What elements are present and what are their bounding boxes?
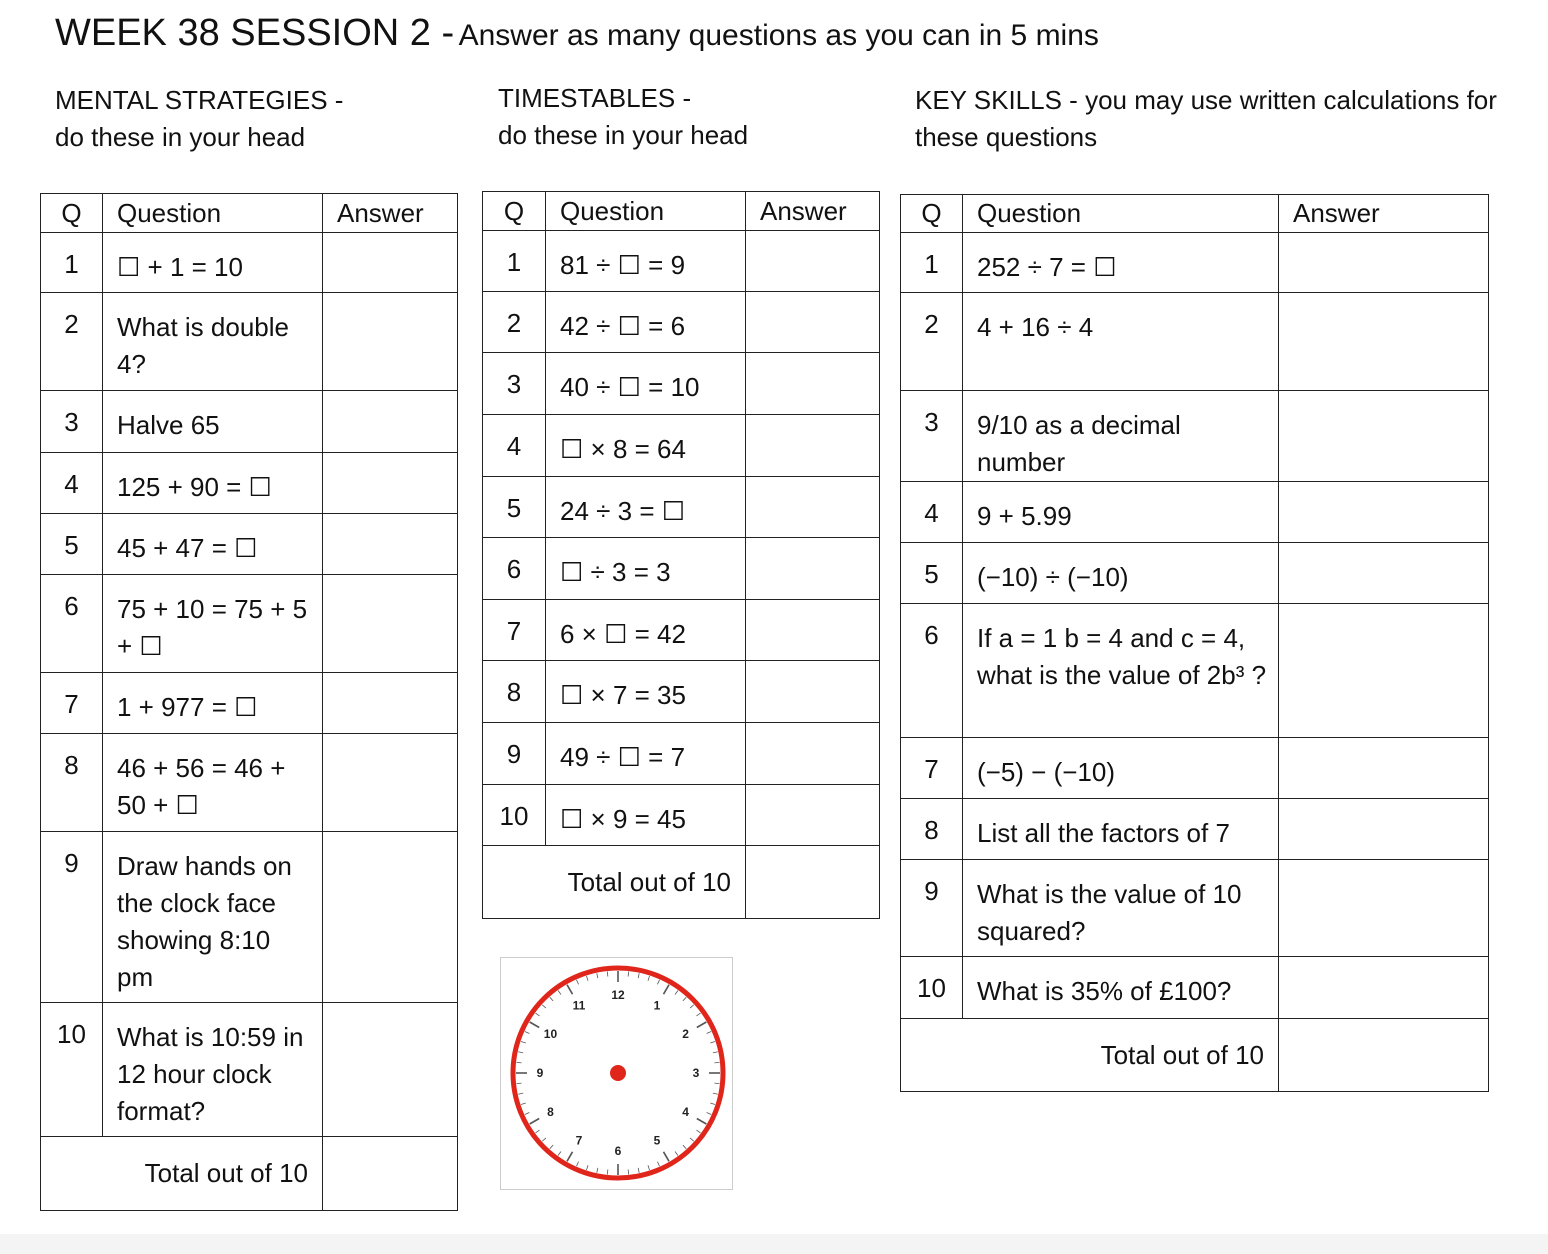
minute-tick bbox=[535, 1130, 539, 1133]
minute-tick bbox=[558, 1151, 561, 1155]
question-text: Draw hands on the clock face showing 8:10 pm bbox=[103, 832, 323, 1003]
question-number: 1 bbox=[41, 233, 103, 293]
minute-tick bbox=[713, 1093, 718, 1094]
minute-tick bbox=[696, 1130, 700, 1133]
question-number: 10 bbox=[901, 957, 963, 1019]
question-number: 2 bbox=[901, 293, 963, 391]
table-row bbox=[483, 477, 880, 538]
minute-tick bbox=[648, 1165, 650, 1170]
question-number: 8 bbox=[483, 661, 546, 723]
question-text: 42 ÷ ☐ = 6 bbox=[546, 292, 746, 353]
question-number: 3 bbox=[41, 391, 103, 453]
total-label: Total out of 10 bbox=[483, 846, 746, 919]
answer-cell[interactable] bbox=[1279, 293, 1489, 391]
minute-tick bbox=[518, 1052, 523, 1053]
table-row bbox=[41, 673, 458, 734]
key-subheading-line1: you may use written calculations for bbox=[1085, 85, 1497, 115]
minute-tick bbox=[535, 1013, 539, 1016]
table-row bbox=[483, 353, 880, 415]
clock-number: 1 bbox=[653, 998, 661, 1013]
question-number: 7 bbox=[483, 600, 546, 661]
minute-tick bbox=[577, 1162, 579, 1167]
title-instruction: Answer as many questions as you can in 5 mins bbox=[458, 19, 1099, 52]
question-number: 6 bbox=[483, 538, 546, 600]
table-row bbox=[41, 514, 458, 575]
question-text: 252 ÷ 7 = ☐ bbox=[963, 233, 1279, 293]
answer-cell[interactable] bbox=[746, 661, 880, 723]
minute-tick bbox=[518, 1093, 523, 1094]
answer-cell[interactable] bbox=[1279, 233, 1489, 293]
timestables-table bbox=[482, 191, 880, 919]
minute-tick bbox=[521, 1103, 526, 1105]
answer-cell[interactable] bbox=[1279, 543, 1489, 604]
minute-tick bbox=[607, 1169, 608, 1174]
answer-cell[interactable] bbox=[746, 600, 880, 661]
table-row bbox=[41, 233, 458, 293]
table-row bbox=[901, 233, 1489, 293]
mental-subheading: do these in your head bbox=[55, 122, 306, 152]
question-column-header: Question bbox=[103, 194, 323, 233]
answer-cell[interactable] bbox=[1279, 482, 1489, 543]
minute-tick bbox=[657, 980, 659, 985]
answer-cell[interactable] bbox=[746, 292, 880, 353]
question-number: 10 bbox=[483, 785, 546, 846]
answer-cell[interactable] bbox=[323, 233, 458, 293]
answer-cell[interactable] bbox=[323, 391, 458, 453]
mental-section-heading bbox=[55, 82, 343, 156]
hour-tick bbox=[567, 985, 573, 995]
total-label: Total out of 10 bbox=[41, 1137, 323, 1211]
question-text: 6 × ☐ = 42 bbox=[546, 600, 746, 661]
minute-tick bbox=[525, 1032, 530, 1034]
table-row bbox=[41, 1003, 458, 1137]
hour-tick bbox=[697, 1022, 707, 1028]
answer-column-header: Answer bbox=[323, 194, 458, 233]
minute-tick bbox=[710, 1103, 715, 1105]
title-session: WEEK 38 SESSION 2 - bbox=[55, 12, 455, 54]
key-section-heading bbox=[915, 82, 1497, 156]
minute-tick bbox=[638, 973, 639, 978]
minute-tick bbox=[521, 1041, 526, 1043]
question-number: 2 bbox=[41, 293, 103, 391]
hour-tick bbox=[567, 1152, 573, 1162]
answer-cell[interactable] bbox=[1279, 957, 1489, 1019]
minute-tick bbox=[675, 1151, 678, 1155]
answer-column-header: Answer bbox=[1279, 195, 1489, 233]
question-text: 49 ÷ ☐ = 7 bbox=[546, 723, 746, 785]
table-row bbox=[483, 600, 880, 661]
q-column-header: Q bbox=[483, 192, 546, 231]
table-row bbox=[41, 391, 458, 453]
minute-tick bbox=[648, 976, 650, 981]
minute-tick bbox=[675, 990, 678, 994]
question-text: What is double 4? bbox=[103, 293, 323, 391]
timestables-section-heading bbox=[498, 80, 748, 154]
table-row bbox=[41, 453, 458, 514]
hour-tick bbox=[664, 985, 670, 995]
mental-heading: MENTAL STRATEGIES - bbox=[55, 85, 344, 115]
clock-number: 6 bbox=[614, 1144, 622, 1158]
table-header-row bbox=[41, 194, 458, 233]
total-answer-cell[interactable] bbox=[746, 846, 880, 919]
clock-face-image[interactable] bbox=[500, 957, 733, 1190]
answer-cell[interactable] bbox=[1279, 738, 1489, 799]
answer-cell[interactable] bbox=[1279, 860, 1489, 957]
question-number: 6 bbox=[901, 604, 963, 738]
table-row bbox=[41, 832, 458, 1003]
minute-tick bbox=[542, 1005, 546, 1008]
table-row bbox=[901, 860, 1489, 957]
question-text: What is 10:59 in 12 hour clock format? bbox=[103, 1003, 323, 1137]
table-row bbox=[483, 415, 880, 477]
answer-cell[interactable] bbox=[746, 231, 880, 292]
minute-tick bbox=[710, 1041, 715, 1043]
table-row bbox=[901, 293, 1489, 391]
question-text: (−10) ÷ (−10) bbox=[963, 543, 1279, 604]
question-text: ☐ ÷ 3 = 3 bbox=[546, 538, 746, 600]
total-answer-cell[interactable] bbox=[1279, 1019, 1489, 1092]
table-row bbox=[901, 543, 1489, 604]
total-row bbox=[41, 1137, 458, 1211]
question-number: 2 bbox=[483, 292, 546, 353]
minute-tick bbox=[696, 1013, 700, 1016]
minute-tick bbox=[628, 1169, 629, 1174]
question-number: 1 bbox=[483, 231, 546, 292]
question-text: 24 ÷ 3 = ☐ bbox=[546, 477, 746, 538]
clock-number: 5 bbox=[653, 1133, 661, 1148]
table-row bbox=[483, 785, 880, 846]
question-text: What is the value of 10 squared? bbox=[963, 860, 1279, 957]
question-number: 4 bbox=[41, 453, 103, 514]
key-subheading-line2: these questions bbox=[915, 122, 1098, 152]
answer-cell[interactable] bbox=[746, 785, 880, 846]
hour-tick bbox=[530, 1022, 540, 1028]
question-number: 3 bbox=[483, 353, 546, 415]
answer-column-header: Answer bbox=[746, 192, 880, 231]
question-text: 9/10 as a decimal number bbox=[963, 391, 1279, 482]
minute-tick bbox=[713, 1052, 718, 1053]
minute-tick bbox=[542, 1138, 546, 1141]
minute-tick bbox=[525, 1112, 530, 1114]
question-number: 7 bbox=[901, 738, 963, 799]
table-row bbox=[901, 957, 1489, 1019]
minute-tick bbox=[683, 997, 686, 1001]
question-number: 10 bbox=[41, 1003, 103, 1137]
minute-tick bbox=[586, 1165, 588, 1170]
table-row bbox=[483, 723, 880, 785]
question-text: ☐ × 7 = 35 bbox=[546, 661, 746, 723]
answer-cell[interactable] bbox=[1279, 604, 1489, 738]
question-text: 75 + 10 = 75 + 5 + ☐ bbox=[103, 575, 323, 673]
minute-tick bbox=[683, 1145, 686, 1149]
q-column-header: Q bbox=[901, 195, 963, 233]
minute-tick bbox=[638, 1168, 639, 1173]
clock-number: 11 bbox=[572, 998, 586, 1013]
question-text: 9 + 5.99 bbox=[963, 482, 1279, 543]
answer-cell[interactable] bbox=[323, 453, 458, 514]
clock-number: 4 bbox=[682, 1105, 689, 1119]
question-number: 5 bbox=[483, 477, 546, 538]
clock-number: 7 bbox=[575, 1133, 583, 1148]
answer-cell[interactable] bbox=[1279, 799, 1489, 860]
question-number: 9 bbox=[41, 832, 103, 1003]
total-row bbox=[483, 846, 880, 919]
question-number: 4 bbox=[901, 482, 963, 543]
minute-tick bbox=[586, 976, 588, 981]
minute-tick bbox=[690, 1005, 694, 1008]
clock-center-dot bbox=[610, 1065, 626, 1081]
question-number: 1 bbox=[901, 233, 963, 293]
question-text: ☐ × 8 = 64 bbox=[546, 415, 746, 477]
answer-cell[interactable] bbox=[323, 293, 458, 391]
hour-tick bbox=[664, 1152, 670, 1162]
answer-cell[interactable] bbox=[323, 514, 458, 575]
question-text: 125 + 90 = ☐ bbox=[103, 453, 323, 514]
hour-tick bbox=[530, 1119, 540, 1125]
question-column-header: Question bbox=[963, 195, 1279, 233]
q-column-header: Q bbox=[41, 194, 103, 233]
question-text: 40 ÷ ☐ = 10 bbox=[546, 353, 746, 415]
table-row bbox=[901, 482, 1489, 543]
clock-face-icon[interactable] bbox=[501, 958, 732, 1189]
answer-cell[interactable] bbox=[746, 353, 880, 415]
question-number: 9 bbox=[901, 860, 963, 957]
answer-cell[interactable] bbox=[746, 538, 880, 600]
question-number: 5 bbox=[41, 514, 103, 575]
clock-number: 9 bbox=[536, 1066, 544, 1080]
question-text: 4 + 16 ÷ 4 bbox=[963, 293, 1279, 391]
minute-tick bbox=[690, 1138, 694, 1141]
table-row bbox=[483, 292, 880, 353]
answer-cell[interactable] bbox=[323, 673, 458, 734]
timestables-heading: TIMESTABLES - bbox=[498, 83, 692, 113]
question-text: 46 + 56 = 46 + 50 + ☐ bbox=[103, 734, 323, 832]
minute-tick bbox=[550, 997, 553, 1001]
minute-tick bbox=[657, 1162, 659, 1167]
question-text: 45 + 47 = ☐ bbox=[103, 514, 323, 575]
table-row bbox=[483, 538, 880, 600]
answer-cell[interactable] bbox=[323, 734, 458, 832]
table-header-row bbox=[483, 192, 880, 231]
minute-tick bbox=[577, 980, 579, 985]
table-row bbox=[901, 738, 1489, 799]
total-label: Total out of 10 bbox=[901, 1019, 1279, 1092]
question-number: 7 bbox=[41, 673, 103, 734]
minute-tick bbox=[707, 1032, 712, 1034]
question-text: If a = 1 b = 4 and c = 4, what is the value of 2b³ ? bbox=[963, 604, 1279, 738]
question-number: 8 bbox=[901, 799, 963, 860]
table-row bbox=[41, 293, 458, 391]
answer-cell[interactable] bbox=[746, 415, 880, 477]
table-row bbox=[901, 799, 1489, 860]
table-row bbox=[483, 231, 880, 292]
total-answer-cell[interactable] bbox=[323, 1137, 458, 1211]
table-row bbox=[41, 734, 458, 832]
minute-tick bbox=[517, 1062, 522, 1063]
question-number: 4 bbox=[483, 415, 546, 477]
clock-number: 3 bbox=[692, 1066, 700, 1080]
question-number: 9 bbox=[483, 723, 546, 785]
question-column-header: Question bbox=[546, 192, 746, 231]
minute-tick bbox=[607, 972, 608, 977]
answer-cell[interactable] bbox=[323, 832, 458, 1003]
question-text: List all the factors of 7 bbox=[963, 799, 1279, 860]
question-text: Halve 65 bbox=[103, 391, 323, 453]
minute-tick bbox=[558, 990, 561, 994]
minute-tick bbox=[597, 973, 598, 978]
table-row bbox=[901, 604, 1489, 738]
question-text: 81 ÷ ☐ = 9 bbox=[546, 231, 746, 292]
hour-tick bbox=[697, 1119, 707, 1125]
minute-tick bbox=[550, 1145, 553, 1149]
minute-tick bbox=[517, 1083, 522, 1084]
key-skills-table bbox=[900, 194, 1489, 1092]
answer-cell[interactable] bbox=[323, 1003, 458, 1137]
table-header-row bbox=[901, 195, 1489, 233]
table-row bbox=[483, 661, 880, 723]
clock-number: 8 bbox=[547, 1105, 554, 1119]
minute-tick bbox=[714, 1062, 719, 1063]
minute-tick bbox=[714, 1083, 719, 1084]
key-heading: KEY SKILLS - bbox=[915, 85, 1078, 115]
question-text: What is 35% of £100? bbox=[963, 957, 1279, 1019]
minute-tick bbox=[707, 1112, 712, 1114]
timestables-subheading: do these in your head bbox=[498, 120, 749, 150]
clock-number: 10 bbox=[543, 1027, 558, 1041]
page-title bbox=[55, 12, 1099, 55]
table-row bbox=[41, 575, 458, 673]
minute-tick bbox=[628, 972, 629, 977]
question-text: (−5) − (−10) bbox=[963, 738, 1279, 799]
answer-cell[interactable] bbox=[746, 477, 880, 538]
question-number: 6 bbox=[41, 575, 103, 673]
clock-number: 12 bbox=[611, 988, 625, 1002]
question-text: 1 + 977 = ☐ bbox=[103, 673, 323, 734]
answer-cell[interactable] bbox=[1279, 391, 1489, 482]
question-number: 8 bbox=[41, 734, 103, 832]
mental-strategies-table bbox=[40, 193, 458, 1211]
minute-tick bbox=[597, 1168, 598, 1173]
answer-cell[interactable] bbox=[746, 723, 880, 785]
table-row bbox=[901, 391, 1489, 482]
clock-number: 2 bbox=[682, 1027, 689, 1041]
question-text: ☐ + 1 = 10 bbox=[103, 233, 323, 293]
question-number: 3 bbox=[901, 391, 963, 482]
total-row bbox=[901, 1019, 1489, 1092]
question-number: 5 bbox=[901, 543, 963, 604]
question-text: ☐ × 9 = 45 bbox=[546, 785, 746, 846]
page-bottom-edge bbox=[0, 1234, 1548, 1254]
answer-cell[interactable] bbox=[323, 575, 458, 673]
